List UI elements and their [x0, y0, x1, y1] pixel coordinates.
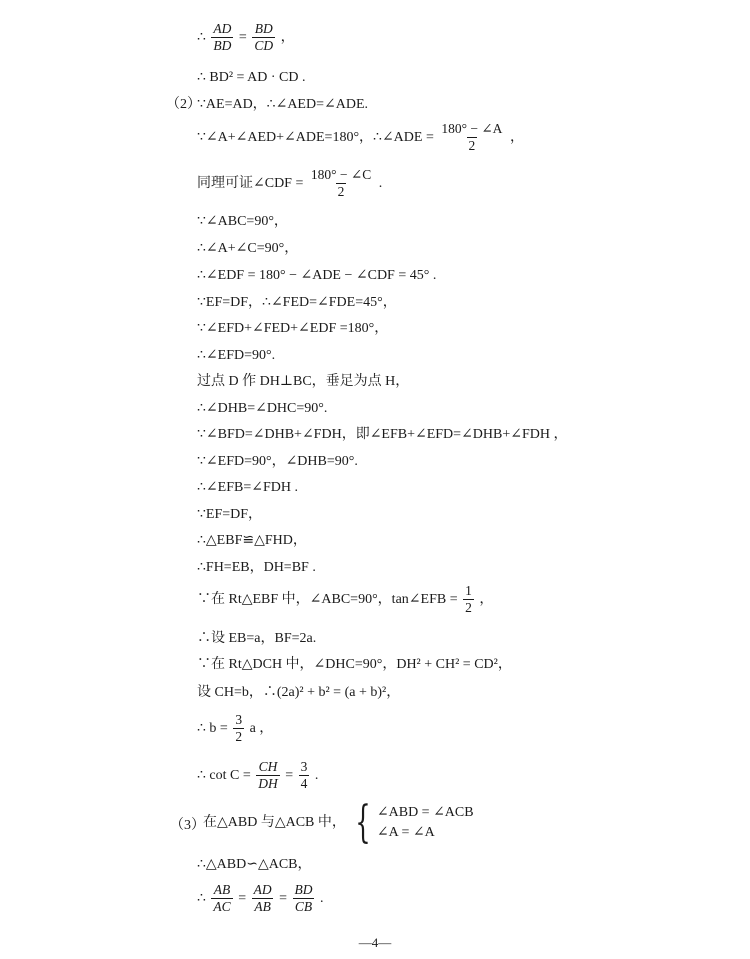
equation-line-22: ∵在 Rt△DCH 中，∠DHC=90°，DH² + CH² = CD²，: [197, 657, 512, 672]
equation-line-5: [197, 168, 382, 199]
equation-line-8: ∴∠EDF = 180° − ∠ADE − ∠CDF = 45° .: [197, 268, 437, 283]
fraction-numerator: AD: [213, 21, 232, 36]
fraction-ad-bd: [211, 22, 233, 53]
page-number: —4—: [358, 935, 392, 950]
equation-line-17: ∵EF=DF，: [197, 507, 263, 522]
equation-text: 同理可证∠CDF =: [197, 175, 304, 191]
punctuation: .: [378, 175, 383, 191]
fraction-ab-ac: [211, 883, 232, 914]
equation-text: ∵∠A+∠AED+∠ADE=180°，∴∠ADE =: [197, 129, 434, 145]
equation-line-4: [197, 122, 524, 153]
fraction-numerator: 180° − ∠C: [310, 167, 372, 182]
equation-text: ∴ cot C =: [197, 767, 251, 783]
therefore-symbol: ∴: [197, 29, 206, 45]
fraction-numerator: AD: [253, 882, 272, 897]
fraction-numerator: 3: [235, 712, 243, 727]
punctuation: .: [320, 890, 324, 906]
punctuation: .: [314, 767, 319, 783]
therefore-symbol: ∴: [197, 890, 206, 906]
equation-line-24: [197, 713, 273, 744]
equation-text: a ，: [249, 720, 274, 736]
part-2-label: （2）: [166, 97, 201, 112]
fraction-denominator: 2: [468, 138, 476, 154]
fraction-three-halves: [233, 713, 244, 744]
fraction-denominator: AC: [213, 899, 231, 915]
fraction-three-quarters: [299, 760, 310, 791]
equation-line-2: ∴ BD² = AD · CD .: [197, 70, 306, 85]
system-row: ∠A = ∠A: [376, 824, 435, 840]
equation-line-3: ∵AE=AD，∴∠AED=∠ADE.: [197, 97, 368, 112]
fraction-denominator: 2: [337, 184, 345, 200]
equation-line-11: ∴∠EFD=90°.: [197, 348, 276, 363]
punctuation: ，: [509, 129, 524, 145]
equation-line-6: ∵∠ABC=90°，: [197, 214, 288, 229]
fraction-one-half: [463, 584, 474, 615]
punctuation: ，: [479, 591, 494, 607]
fraction-denominator: 2: [235, 729, 243, 745]
equation-line-7: ∴∠A+∠C=90°，: [197, 241, 299, 256]
left-brace: {: [355, 797, 372, 848]
equation-line-27: ∴△ABD∽△ACB，: [197, 857, 312, 872]
fraction-numerator: 180° − ∠A: [441, 121, 503, 136]
equation-system: [377, 806, 474, 840]
equals-sign: =: [238, 890, 247, 906]
fraction-numerator: CH: [258, 759, 278, 774]
equals-sign: =: [279, 890, 287, 906]
fraction-bd-cd: [252, 22, 275, 53]
equation-text: 在△ABD 与△ACB 中，: [203, 814, 346, 830]
punctuation: ，: [280, 29, 295, 45]
fraction-ch-dh: [256, 760, 280, 791]
equation-line-16: ∴∠EFB=∠FDH .: [197, 480, 298, 495]
fraction-denominator: CD: [254, 38, 274, 54]
equation-line-26: [203, 797, 474, 848]
fraction-denominator: AB: [254, 899, 271, 915]
equation-line-12: 过点 D 作 DH⊥BC，垂足为点 H，: [197, 374, 410, 389]
equation-line-28: [197, 883, 324, 914]
equals-sign: =: [285, 767, 294, 783]
fraction-numerator: AB: [213, 882, 231, 897]
equation-line-13: ∴∠DHB=∠DHC=90°.: [197, 401, 328, 416]
part-3-label: （3）: [170, 818, 205, 833]
fraction-180-minus-a: [439, 122, 504, 153]
fraction-denominator: DH: [258, 776, 278, 792]
system-row: ∠ABD = ∠ACB: [376, 804, 474, 820]
equals-sign: =: [238, 29, 247, 45]
equation-line-18: ∴△EBF≌△FHD，: [197, 533, 307, 548]
fraction-180-minus-c: [309, 168, 373, 199]
equation-line-23: 设 CH=b，∴(2a)² + b² = (a + b)²，: [197, 685, 401, 700]
equation-line-9: ∵EF=DF，∴∠FED=∠FDE=45°，: [197, 295, 397, 310]
fraction-denominator: 4: [300, 776, 308, 792]
equation-line-20: [197, 584, 493, 615]
equation-line-21: ∴设 EB=a，BF=2a.: [197, 631, 317, 646]
equation-line-10: ∵∠EFD+∠FED+∠EDF =180°，: [197, 321, 389, 336]
fraction-numerator: BD: [294, 882, 313, 897]
equation-line-1: [197, 22, 295, 53]
fraction-numerator: 1: [465, 583, 472, 598]
equation-text: ∴ b =: [197, 720, 228, 736]
fraction-denominator: 2: [465, 600, 472, 616]
fraction-bd-cb: [293, 883, 315, 914]
equation-text: ∵在 Rt△EBF 中，∠ABC=90°，tan∠EFB =: [197, 591, 458, 607]
fraction-numerator: 3: [300, 759, 308, 774]
fraction-ad-ab: [252, 883, 274, 914]
equation-line-19: ∴FH=EB，DH=BF .: [197, 560, 316, 575]
equation-line-14: ∵∠BFD=∠DHB+∠FDH，即∠EFB+∠EFD=∠DHB+∠FDH ，: [197, 427, 568, 442]
fraction-denominator: BD: [213, 38, 232, 54]
fraction-numerator: BD: [254, 21, 273, 36]
equation-line-15: ∵∠EFD=90°，∠DHB=90°.: [197, 454, 358, 469]
fraction-denominator: CB: [294, 899, 313, 915]
equation-line-25: [197, 760, 318, 791]
